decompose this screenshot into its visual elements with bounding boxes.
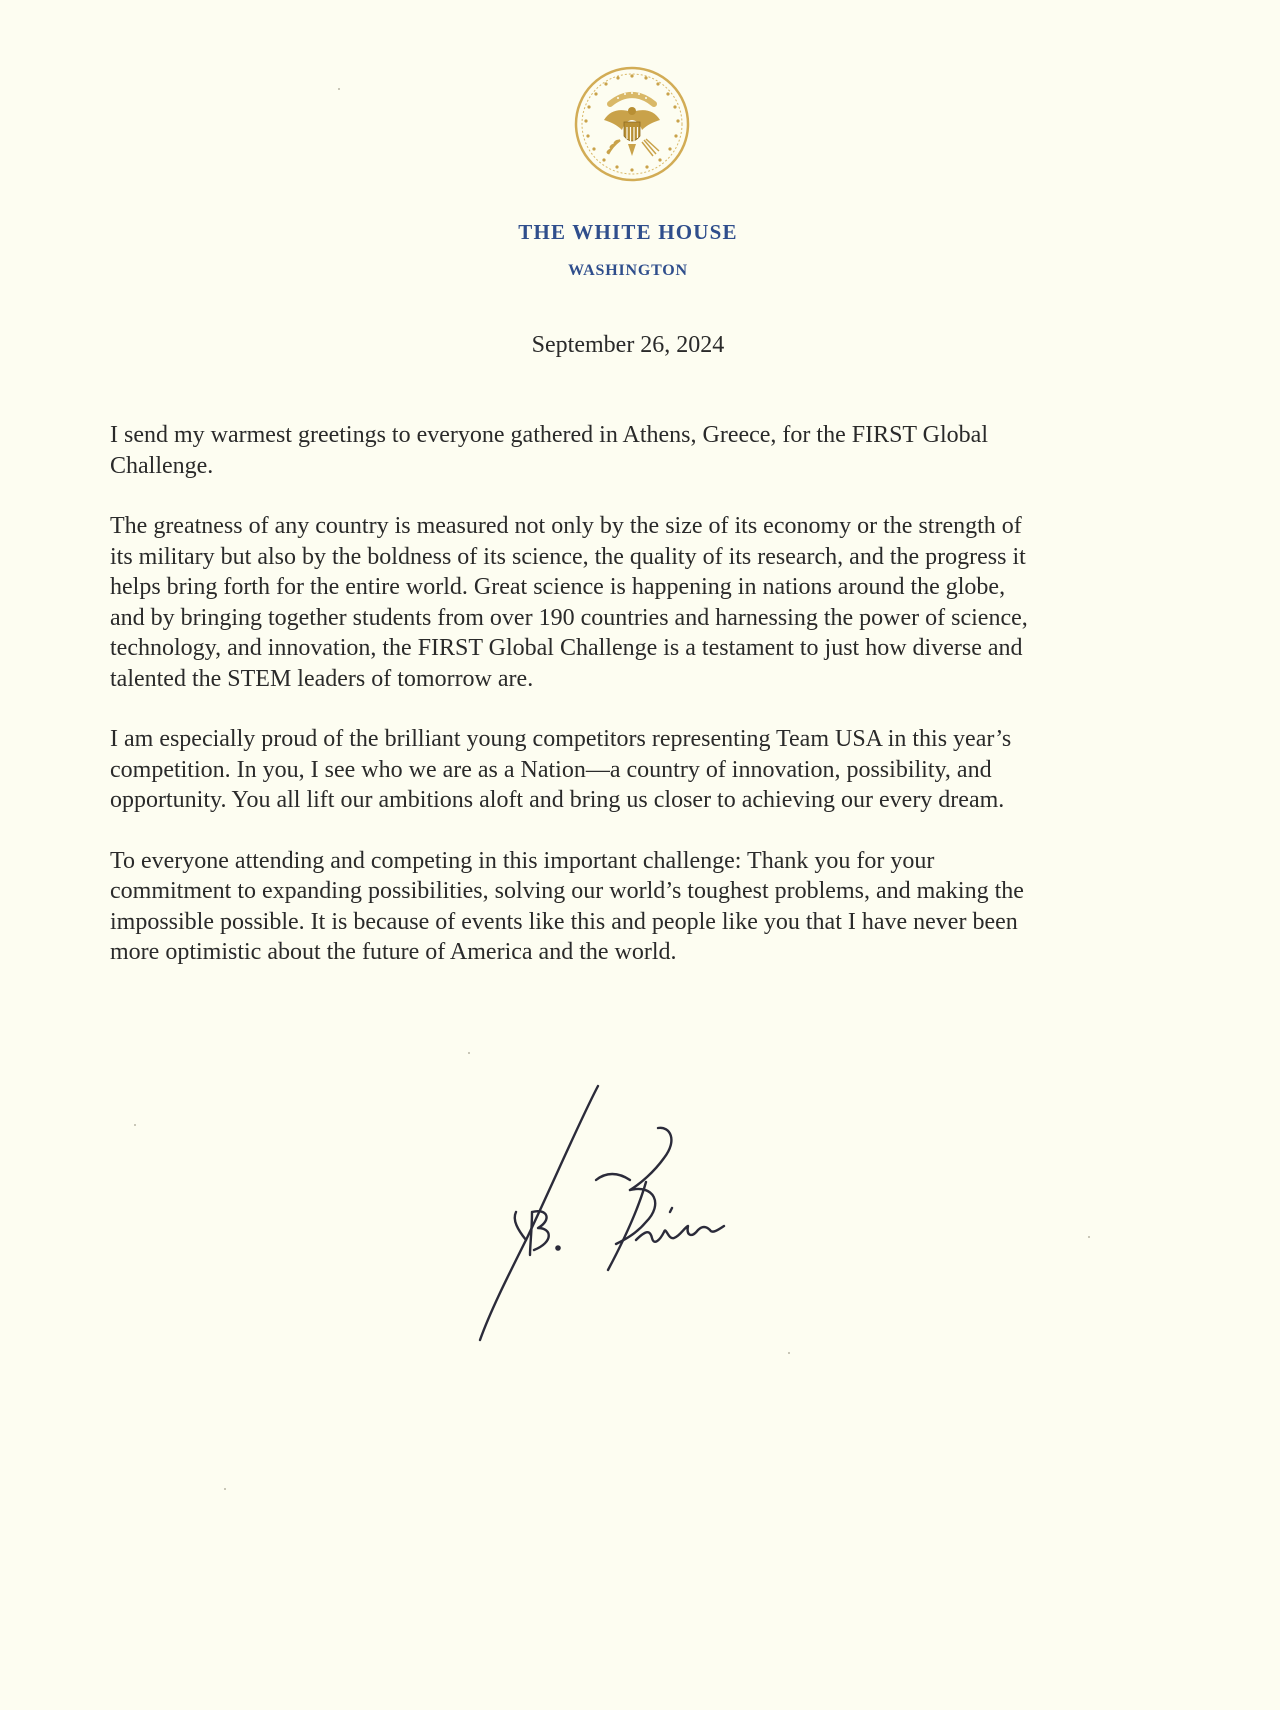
- paper-speck: [338, 88, 340, 90]
- presidential-seal-icon: [572, 64, 692, 184]
- body-paragraph: I am especially proud of the brilliant young competitors representing Team USA in this year’s competition. In you, I see who we are as a Nation—a country of innovation, possibility, and opportunity. You all lift our ambitions aloft and bring us closer to achieving our every dream.: [110, 726, 1012, 813]
- paper-speck: [788, 1352, 790, 1354]
- paper-speck: [1088, 1236, 1090, 1238]
- handwritten-signature: [440, 1080, 740, 1350]
- letterhead-title: THE WHITE HOUSE: [518, 220, 738, 244]
- letter-body: [110, 420, 1150, 998]
- body-paragraph: The greatness of any country is measured not only by the size of its economy or the strength of its military but also by the boldness of its science, the quality of its research, and the progress it helps bring forth for the entire world. Great science is happening in nations around the globe, and by bringing together students from over 190 countries and harnessing the power of science, technology, and innovation, the FIRST Global Challenge is a testament to just how diverse and talented the STEM leaders of tomorrow are.: [110, 513, 1028, 692]
- body-paragraph: I send my warmest greetings to everyone gathered in Athens, Greece, for the FIRST Global Challenge.: [110, 422, 988, 479]
- paper-speck: [134, 1124, 136, 1126]
- body-paragraph: To everyone attending and competing in this important challenge: Thank you for your commitment to expanding possibilities, solving our world’s toughest problems, and making the impossible possible. It is because of events like this and people like you that I have never been more optimistic about the future of America and the world.: [110, 847, 1024, 965]
- letter-date: September 26, 2024: [531, 332, 725, 358]
- paper-speck: [224, 1488, 226, 1490]
- letterhead-subtitle: WASHINGTON: [568, 262, 688, 279]
- paper-speck: [468, 1052, 470, 1054]
